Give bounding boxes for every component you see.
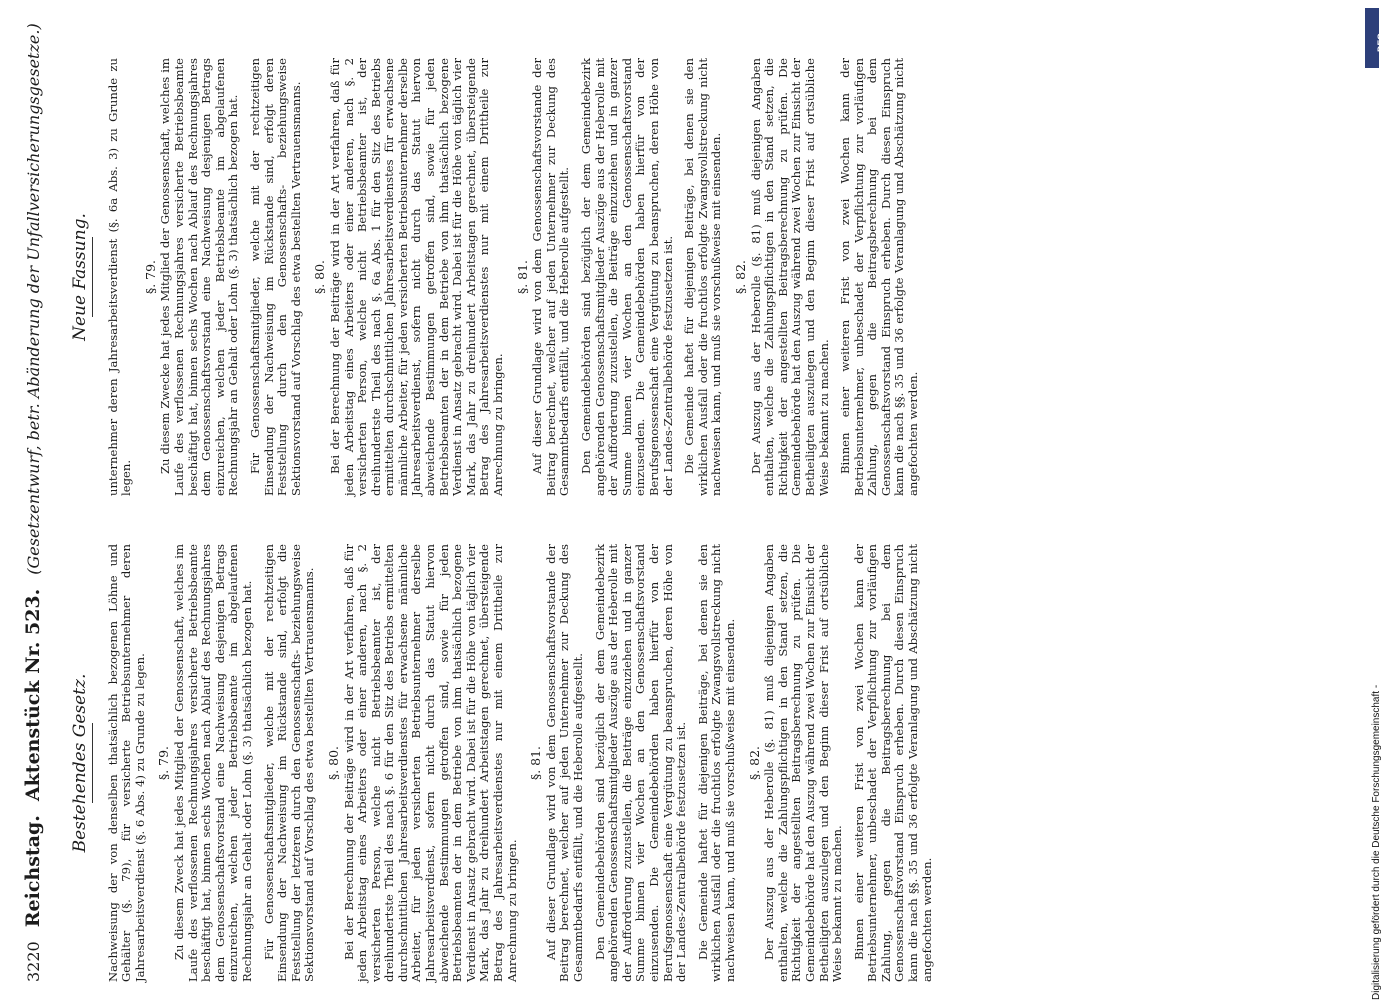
paragraph: Für Genossenschaftsmitglieder, welche mit der rechtzeitigen Einsendung der Nachweisung im Rückstande sind, erfolgt die Feststellung der letzteren durch den Genossenschafts- beziehungsweise Sektionsvorstand auf Vorschlag des etwa bestellten Vertrauensmanns. — [261, 544, 317, 982]
header-aktenstueck: Aktenstück Nr. 523. — [22, 588, 44, 802]
section-heading: §. 79. — [156, 745, 172, 781]
paragraph: Der Auszug aus der Heberolle (§. 81) muß diejenigen Angaben enthalten, welche die Zahlungspflichtigen in den Stand setzen, die Richtigkeit der angestellten Beitragsberechnung zu prüfen. Die Gemeindebehörde hat den Auszug während zwei Wochen zur Einsicht der Betheiligten auszulegen und den Beginn dieser Frist auf ortsübliche Weise bekannt zu machen. — [748, 58, 831, 496]
paragraph: Zu diesem Zwecke hat jedes Mitglied der Genossenschaft, welches im Laufe des verflossenen Rechnungsjahres versicherte Betriebsbeamte beschäftigt hat, binnen sechs Wochen nach Ablauf des Rechnungsjahres dem Genossenschaftsvorstand eine Nachweisung desjenigen Betrags einzureichen, welchen jeder Betriebsbeamte im abgelaufenen Rechnungsjahr an Gehalt oder Lohn (§. 3) thatsächlich bezogen hat. — [158, 58, 241, 496]
paragraph: Den Gemeindebehörden sind bezüglich der dem Gemeindebezirk angehörenden Genossenschaftsmitglieder Auszüge aus der Heberolle mit der Aufforderung zuzustellen, die Beiträge einzuziehen und in ganzer Summe binnen vier Wochen an den Genossenschaftsvorstand einzusenden. Die Gemeindebehörden haben hierfür von der Berufsgenossenschaft eine Vergütung zu beanspruchen, deren Höhe von der Landes-Zentralbehörde festzusetzen ist. — [592, 544, 689, 982]
column-title — [70, 544, 97, 982]
section-heading: §. 81. — [514, 259, 530, 295]
digitization-note-text: Digitalisierung gefördert durch die Deutsche Forschungsgemeinschaft - — [1371, 684, 1382, 1000]
column-new-version — [70, 58, 1234, 496]
column-title — [70, 58, 97, 496]
paragraph: Binnen einer weiteren Frist von zwei Wochen kann der Betriebsunternehmer, unbeschadet der Verpflichtung zur vorläufigen Zahlung, gegen die Beitragsberechnung bei dem Genossenschaftsvorstand Einspruch erheben. Durch diesen Einspruch kann die nach §§. 35 und 36 erfolgte Veranlagung und Abschätzung nicht angefochten werden. — [851, 544, 934, 982]
section-heading: §. 82. — [732, 259, 748, 295]
column-title-text: Bestehendes Gesetz. — [70, 673, 90, 853]
section-heading: §. 80. — [312, 259, 328, 295]
paragraph: Für Genossenschaftsmitglieder, welche mit der rechtzeitigen Einsendung der Nachweisung im Rückstande sind, erfolgt deren Feststellung durch den Genossenschafts- beziehungsweise Sektionsvorstand auf Vorschlag des etwa bestellten Vertrauensmanns. — [247, 58, 303, 496]
paragraph: Den Gemeindebehörden sind bezüglich der dem Gemeindebezirk angehörenden Genossenschaftsmitglieder Auszüge aus der Heberolle mit der Aufforderung zuzustellen, die Beiträge einzuziehen und in ganzer Summe binnen vier Wochen an den Genossenschaftsvorstand einzusenden. Die Gemeindebehörden haben hierfür von der Berufsgenossenschaft eine Vergütung zu beanspruchen, deren Höhe von der Landes-Zentralbehörde festzusetzen ist. — [579, 58, 675, 496]
paragraph: Binnen einer weiteren Frist von zwei Wochen kann der Betriebsunternehmer, unbeschadet der Verpflichtung zur vorläufigen Zahlung, gegen die Beitragsberechnung bei dem Genossenschaftsvorstand Einspruch erheben. Durch diesen Einspruch kann die nach §§. 35 und 36 erfolgte Veranlagung und Abschätzung nicht angefochten werden. — [838, 58, 921, 496]
paragraph: Die Gemeinde haftet für diejenigen Beiträge, bei denen sie den wirklichen Ausfall oder die fruchtlos erfolgte Zwangsvollstreckung nicht nachweisen kann, und muß sie vorschußweise mit einsenden. — [695, 544, 737, 982]
title-rule — [92, 723, 93, 803]
dfg-logo — [1365, 8, 1386, 68]
column-existing-law — [70, 544, 1234, 982]
dfg-logo-text: DFG — [1376, 33, 1386, 52]
section-heading: §. 82. — [746, 745, 762, 781]
section-heading: §. 79. — [142, 259, 158, 295]
header-reichstag: Reichstag. — [22, 815, 44, 928]
paragraph: Zu diesem Zweck hat jedes Mitglied der Genossenschaft, welches im Laufe des verflossenen Rechnungsjahres versicherte Betriebsbeamte beschäftigt hat, binnen sechs Wochen nach Ablauf des Rechnungsjahres dem Genossenschaftsvorstand eine Nachweisung desjenigen Betrags einzureichen, welchen jeder Betriebsbeamte im abgelaufenen Rechnungsjahr an Gehalt oder Lohn (§. 3) thatsächlich bezogen hat. — [171, 544, 254, 982]
digitization-note — [1361, 320, 1382, 1000]
section-heading: §. 81. — [528, 745, 544, 781]
header-subtitle: (Gesetzentwurf, betr. Abänderung der Unfallversicherungsgesetze.) — [24, 23, 43, 575]
document-page — [22, 22, 1342, 982]
page-header — [22, 22, 62, 982]
intro-paragraph: Nachweisung der von denselben thatsächlich bezogenen Löhne und Gehälter (§. 79), für versicherte Betriebsunternehmer deren Jahresarbeitsverdienst (§. 6 Abs. 4) zu Grunde zu legen. — [105, 544, 147, 982]
paragraph: Die Gemeinde haftet für diejenigen Beiträge, bei denen sie den wirklichen Ausfall oder die fruchtlos erfolgte Zwangsvollstreckung nicht nachweisen kann, und muß sie vorschußweise mit einsenden. — [682, 58, 724, 496]
page-number: 3220 — [24, 941, 43, 982]
paragraph: Auf dieser Grundlage wird von dem Genossenschaftsvorstande der Beitrag berechnet, welcher auf jeden Unternehmer zur Deckung des Gesammtbedarfs entfällt, und die Heberolle aufgestellt. — [543, 544, 585, 982]
column-title-text: Neue Fassung. — [70, 213, 90, 341]
paragraph: Auf dieser Grundlage wird von dem Genossenschaftsvorstande der Beitrag berechnet, welcher auf jeden Unternehmer zur Deckung des Gesammtbedarfs entfällt, und die Heberolle aufgestellt. — [530, 58, 572, 496]
intro-paragraph: unternehmer deren Jahresarbeitsverdienst (§. 6a Abs. 3) zu Grunde zu legen. — [105, 58, 134, 496]
paragraph: Bei der Berechnung der Beiträge wird in der Art verfahren, daß für jeden Arbeitstag eines Arbeiters oder einer anderen, nach §. 2 versicherten Person, welche nicht Betriebsbeamter ist, der dreihundertste Theil des nach §. 6 für den Sitz des Betriebs ermittelten durchschnittlichen Jahresarbeitsverdienstes für erwachsene männliche Arbeiter, für jeden versicherten Betriebsunternehmer derselbe Jahresarbeitsverdienst, sofern nicht durch das Statut hiervon abweichende Bestimmungen getroffen sind, sowie für jeden Betriebsbeamten der in dem Betriebe von ihm thatsächlich bezogene Verdienst in Ansatz gebracht wird. Dabei ist für die Höhe von täglich vier Mark, das Jahr zu dreihundert Arbeitstagen gerechnet, übersteigende Betrag des Jahresarbeitsverdienstes nur mit einem Drittheile zur Anrechnung zu bringen. — [341, 544, 519, 982]
paragraph: Bei der Berechnung der Beiträge wird in der Art verfahren, daß für jeden Arbeitstag eines Arbeiters oder einer anderen, nach §. 2 versicherten Person, welche nicht Betriebsbeamter ist, der dreihundertste Theil des nach §. 6a Abs. 1 für den Sitz des Betriebs ermittelten durchschnittlichen Jahresarbeitsverdienstes für erwachsene männliche Arbeiter, für jeden versicherten Betriebsunternehmer derselbe Jahresarbeitsverdienst, sofern nicht durch das Statut hiervon abweichende Bestimmungen getroffen sind, sowie für jeden Betriebsbeamten der in dem Betriebe von ihm thatsächlich bezogene Verdienst in Ansatz gebracht wird. Dabei ist für die Höhe von täglich vier Mark, das Jahr zu dreihundert Arbeitstagen gerechnet, übersteigende Betrag des Jahresarbeitsverdienstes nur mit einem Drittheile zur Anrechnung zu bringen. — [327, 58, 506, 496]
section-heading: §. 80. — [325, 745, 341, 781]
title-rule — [92, 237, 93, 317]
paragraph: Der Auszug aus der Heberolle (§. 81) muß diejenigen Angaben enthalten, welche die Zahlungspflichtigen in den Stand setzen, die Richtigkeit der angestellten Beitragsberechnung zu prüfen. Die Gemeindebehörde hat den Auszug während zwei Wochen zur Einsicht der Betheiligten auszulegen und den Beginn dieser Frist auf ortsübliche Weise bekannt zu machen. — [762, 544, 845, 982]
